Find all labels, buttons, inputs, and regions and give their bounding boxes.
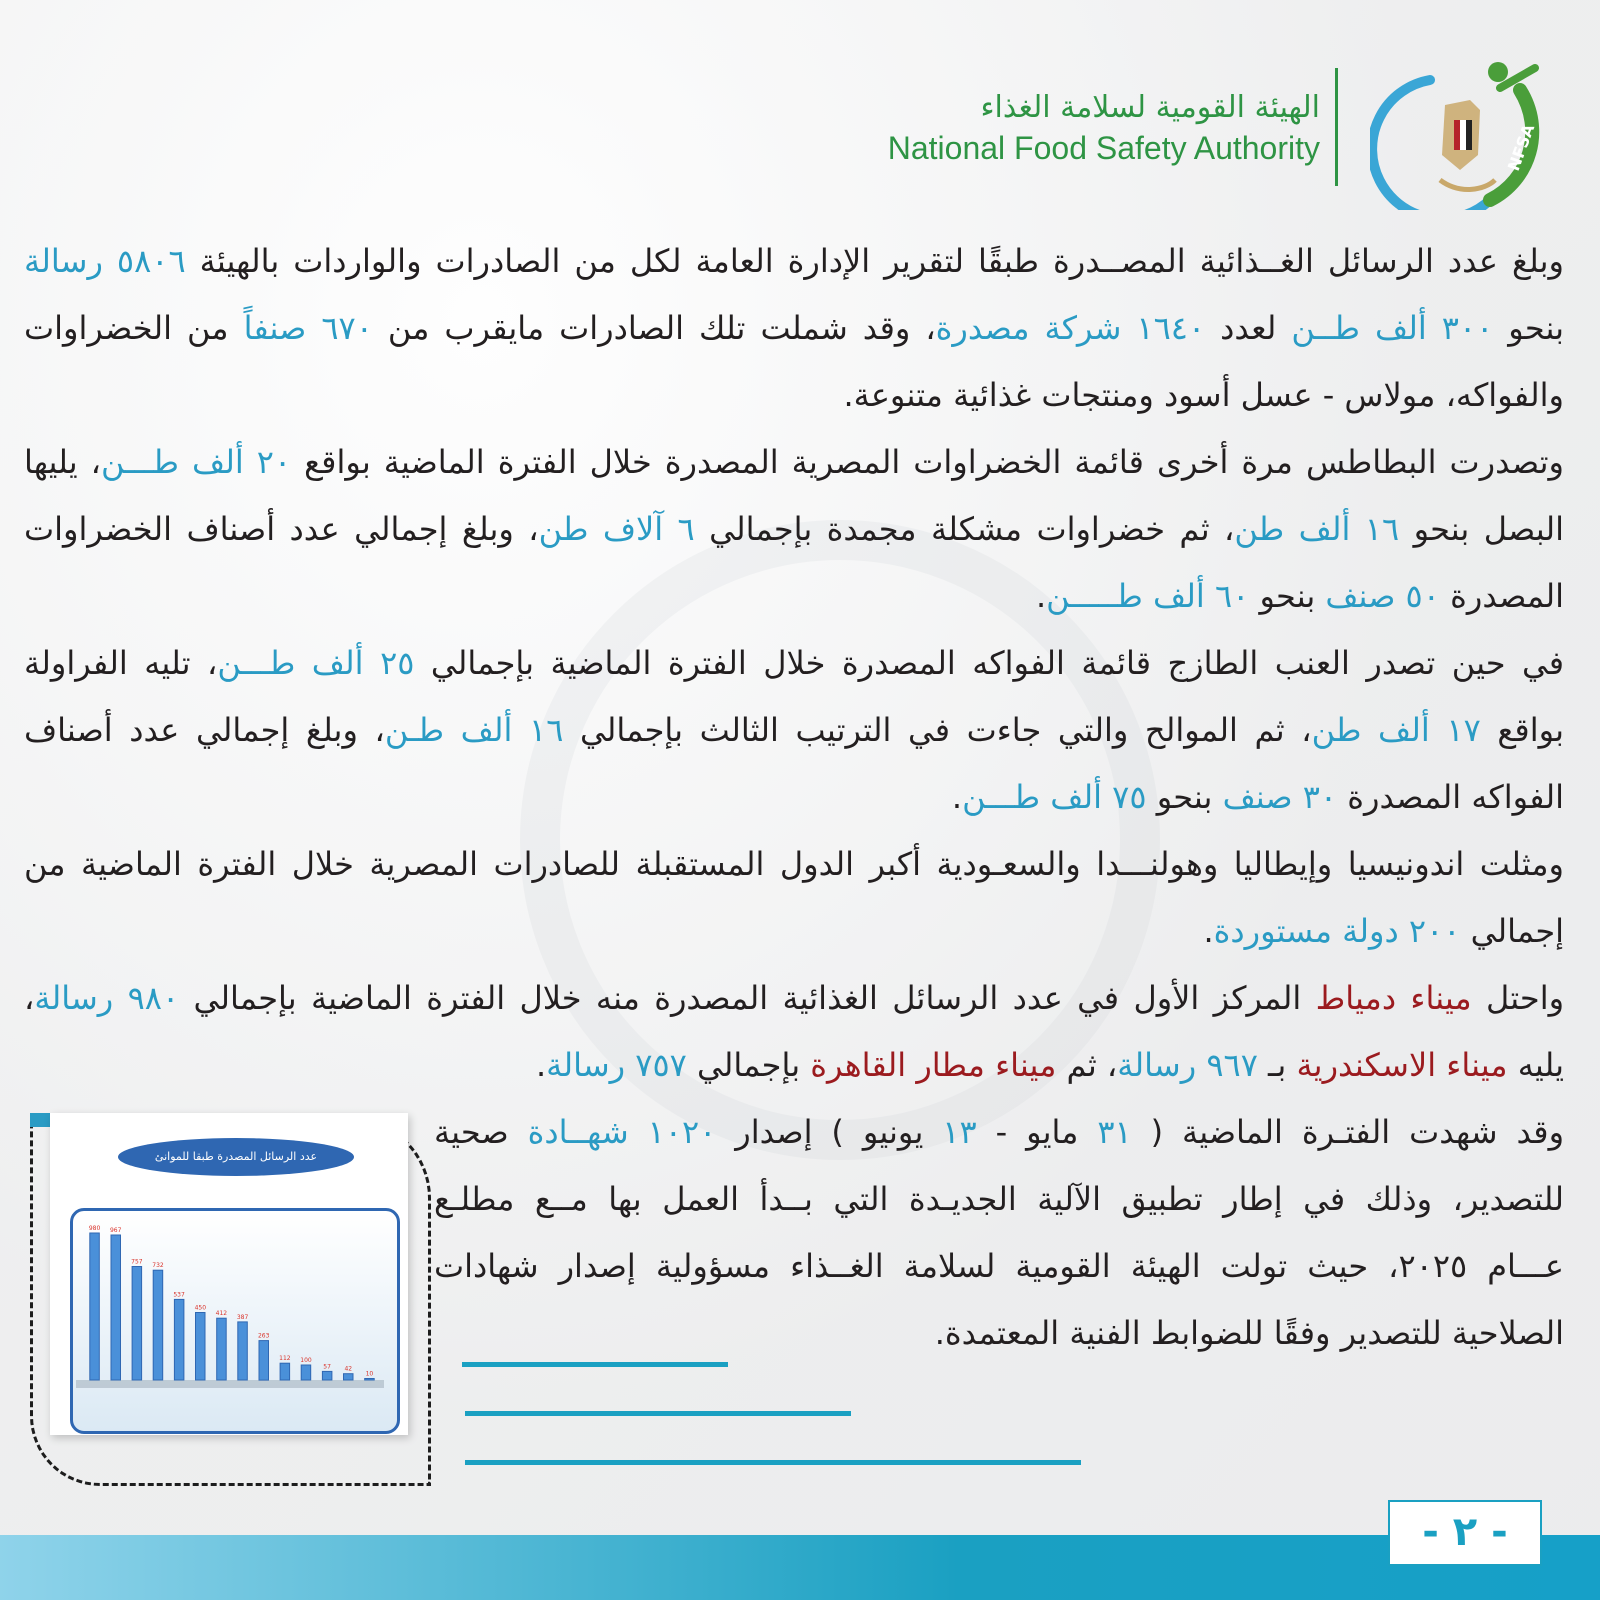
chart-bar xyxy=(322,1371,332,1380)
deco-line-1 xyxy=(462,1362,728,1367)
text-run: وتصدرت البطاطس مرة أخرى قائمة الخضراوات المصرية المصدرة خلال الفترة الماضية بواقع xyxy=(291,443,1565,481)
highlight-figure: ٣١ xyxy=(1097,1113,1132,1151)
bar-value-label: 42 xyxy=(344,1365,353,1373)
text-run: ومثلت اندونيسيا وإيطاليا وهولنـــدا والسعـودية أكبر الدول المستقبلة للصادرات المصرية خلال الفترة الماضية من xyxy=(24,845,1564,883)
page-number: - ٢ - xyxy=(1388,1500,1542,1566)
highlight-port: ميناء الاسكندرية xyxy=(1296,1046,1508,1084)
text-run: بنحو xyxy=(1493,309,1565,347)
bar-value-label: 387 xyxy=(236,1313,249,1321)
text-run: ، تليه الفراولة xyxy=(24,644,218,682)
text-line xyxy=(434,1233,1564,1300)
text-run: بـ xyxy=(1257,1046,1297,1084)
bar-value-label: 732 xyxy=(152,1262,164,1270)
highlight-figure: ٧٥٧ رسالة xyxy=(546,1046,687,1084)
highlight-figure: ٩٨٠ رسالة xyxy=(34,979,180,1017)
chart-bar xyxy=(238,1322,248,1380)
text-run: عـــام ٢٠٢٥، حيث تولت الهيئة القومية لسلامة الغــذاء مسؤولية إصدار شهادات xyxy=(434,1247,1565,1285)
port-shipments-chart xyxy=(70,1208,394,1434)
text-run: ، يليها xyxy=(24,443,101,481)
text-run: بنحو xyxy=(1146,778,1223,816)
text-line xyxy=(24,295,1564,362)
chart-bar xyxy=(301,1365,311,1380)
text-line xyxy=(24,362,1564,429)
chart-bar xyxy=(259,1341,269,1381)
bar-value-label: 537 xyxy=(173,1291,185,1299)
text-line xyxy=(24,429,1564,496)
text-run: إجمالي xyxy=(1460,912,1564,950)
paragraph xyxy=(24,429,1564,630)
text-run: يليه xyxy=(1507,1046,1564,1084)
deco-line-2 xyxy=(465,1411,851,1416)
text-run: للتصدير، وذلك في إطار تطبيق الآلية الجديـدة التي بــدأ العمل بها مــع مطلـع xyxy=(434,1180,1564,1218)
highlight-figure: ١٦ ألف طـن xyxy=(384,711,564,749)
text-line xyxy=(24,831,1564,898)
text-run: الفواكه المصدرة xyxy=(1337,778,1564,816)
highlight-figure: ٢٠٠ دولة مستوردة xyxy=(1213,912,1461,950)
chart-bar xyxy=(344,1374,354,1380)
paragraph xyxy=(24,965,1564,1099)
nfsa-logo xyxy=(1370,60,1560,210)
chart-bar xyxy=(153,1270,163,1380)
text-line xyxy=(24,563,1564,630)
text-line xyxy=(434,1300,1564,1367)
figure-title: عدد الرسائل المصدرة طبقا للموانئ xyxy=(118,1138,354,1176)
text-run: ، ثم خضراوات مشكلة مجمدة بإجمالي xyxy=(694,510,1235,548)
bar-value-label: 57 xyxy=(323,1363,331,1371)
text-line xyxy=(434,1099,1564,1166)
text-run: ، xyxy=(24,979,35,1017)
highlight-port: ميناء مطار القاهرة xyxy=(810,1046,1057,1084)
text-run: وقد شهدت الفتـرة الماضية ( xyxy=(1131,1113,1565,1151)
chart-bar xyxy=(196,1313,206,1381)
text-run: واحتل xyxy=(1471,979,1565,1017)
highlight-figure: ٥٨٠٦ رسالة xyxy=(24,242,186,280)
text-run: من الخضراوات xyxy=(24,309,244,347)
highlight-figure: ٦ آلاف طن xyxy=(538,510,695,548)
text-run: . xyxy=(1035,577,1047,615)
text-run: ، ثم الموالح والتي جاءت في الترتيب الثالث بإجمالي xyxy=(563,711,1312,749)
chart-bar xyxy=(90,1233,100,1380)
footer-bar xyxy=(0,1535,1600,1600)
text-run: لعدد xyxy=(1205,309,1292,347)
chart-bar xyxy=(280,1363,290,1380)
text-run: ، ثم xyxy=(1056,1046,1118,1084)
text-run: بواقع xyxy=(1480,711,1565,749)
text-run: بإجمالي xyxy=(686,1046,811,1084)
bar-value-label: 412 xyxy=(215,1310,228,1318)
text-run: ، وبلغ إجمالي عدد أصناف الخضراوات xyxy=(24,510,539,548)
highlight-figure: ١٧ ألف طن xyxy=(1311,711,1481,749)
bar-value-label: 100 xyxy=(300,1357,312,1364)
text-line xyxy=(24,898,1564,965)
text-run: صحية xyxy=(434,1113,528,1151)
chart-bar xyxy=(111,1235,121,1380)
text-run: المركز الأول في عدد الرسائل الغذائية المصدرة منه خلال الفترة الماضية بإجمالي xyxy=(179,979,1316,1017)
text-run: مايو - xyxy=(976,1113,1098,1151)
text-run: . xyxy=(1203,912,1214,950)
text-run: . xyxy=(536,1046,547,1084)
text-run: الصلاحية للتصدير وفقًا للضوابط الفنية المعتمدة. xyxy=(934,1314,1564,1352)
chart-bar xyxy=(217,1318,227,1380)
chart-bar xyxy=(132,1267,142,1381)
chart-bar xyxy=(174,1299,184,1380)
deco-line-3 xyxy=(465,1460,1081,1465)
text-line xyxy=(24,697,1564,764)
text-line xyxy=(24,496,1564,563)
header-divider xyxy=(1335,68,1338,186)
text-line xyxy=(24,228,1564,295)
paragraph xyxy=(24,228,1564,429)
paragraph xyxy=(24,630,1564,831)
logo-text: NFSA xyxy=(1503,121,1539,174)
bar-value-label: 450 xyxy=(194,1304,207,1312)
highlight-figure: ٢٥ ألف طـــن xyxy=(217,644,415,682)
highlight-figure: ١٦٤٠ شركة مصدرة xyxy=(935,309,1206,347)
chart-bar xyxy=(365,1379,375,1381)
text-run: والفواكه، مولاس - عسل أسود ومنتجات غذائية متنوعة. xyxy=(843,376,1564,414)
paragraph xyxy=(434,1099,1564,1367)
org-name-arabic: الهيئة القومية لسلامة الغذاء xyxy=(980,90,1320,125)
bar-value-label: 112 xyxy=(279,1355,291,1363)
org-name-english: National Food Safety Authority xyxy=(887,130,1320,166)
highlight-figure: ٧٥ ألف طـــن xyxy=(962,778,1147,816)
highlight-port: ميناء دمياط xyxy=(1315,979,1472,1017)
text-run: في حين تصدر العنب الطازج قائمة الفواكه المصدرة خلال الفترة الماضية بإجمالي xyxy=(414,644,1565,682)
highlight-figure: ٥٠ صنف xyxy=(1325,577,1440,615)
bar-value-label: 10 xyxy=(365,1370,374,1378)
text-line xyxy=(24,764,1564,831)
text-run: يونيو ) إصدار xyxy=(716,1113,943,1151)
text-line xyxy=(24,1032,1564,1099)
highlight-figure: ١٦ ألف طن xyxy=(1234,510,1400,548)
highlight-figure: ٦٧٠ صنفاً xyxy=(243,309,373,347)
text-line xyxy=(24,630,1564,697)
bar-value-label: 980 xyxy=(88,1225,101,1232)
bar-value-label: 263 xyxy=(257,1332,270,1340)
highlight-figure: ١٣ xyxy=(942,1113,977,1151)
text-run: بنحو xyxy=(1249,577,1326,615)
highlight-figure: ٩٦٧ رسالة xyxy=(1117,1046,1258,1084)
text-run: المصدرة xyxy=(1439,577,1564,615)
text-run: ، وبلغ إجمالي عدد أصناف xyxy=(24,711,385,749)
highlight-figure: ٢٠ ألف طـــن xyxy=(101,443,292,481)
text-run: البصل بنحو xyxy=(1399,510,1565,548)
text-line xyxy=(434,1166,1564,1233)
text-run: . xyxy=(951,778,963,816)
chart-floor xyxy=(76,1380,384,1388)
highlight-figure: ٣٠ صنف xyxy=(1222,778,1338,816)
paragraph xyxy=(24,831,1564,965)
bar-value-label: 757 xyxy=(131,1258,143,1266)
highlight-figure: ١٠٢٠ شهــادة xyxy=(527,1113,717,1151)
highlight-figure: ٣٠٠ ألف طــن xyxy=(1291,309,1494,347)
bar-value-label: 967 xyxy=(109,1227,122,1234)
header xyxy=(800,60,1560,210)
text-line xyxy=(24,965,1564,1032)
highlight-figure: ٦٠ ألف طـــــن xyxy=(1046,577,1250,615)
text-run: وبلغ عدد الرسائل الغــذائية المصــدرة طبقًا لتقرير الإدارة العامة لكل من الصادرات والواردات بالهيئة xyxy=(185,242,1565,280)
text-run: ، وقد شملت تلك الصادرات مايقرب من xyxy=(372,309,936,347)
